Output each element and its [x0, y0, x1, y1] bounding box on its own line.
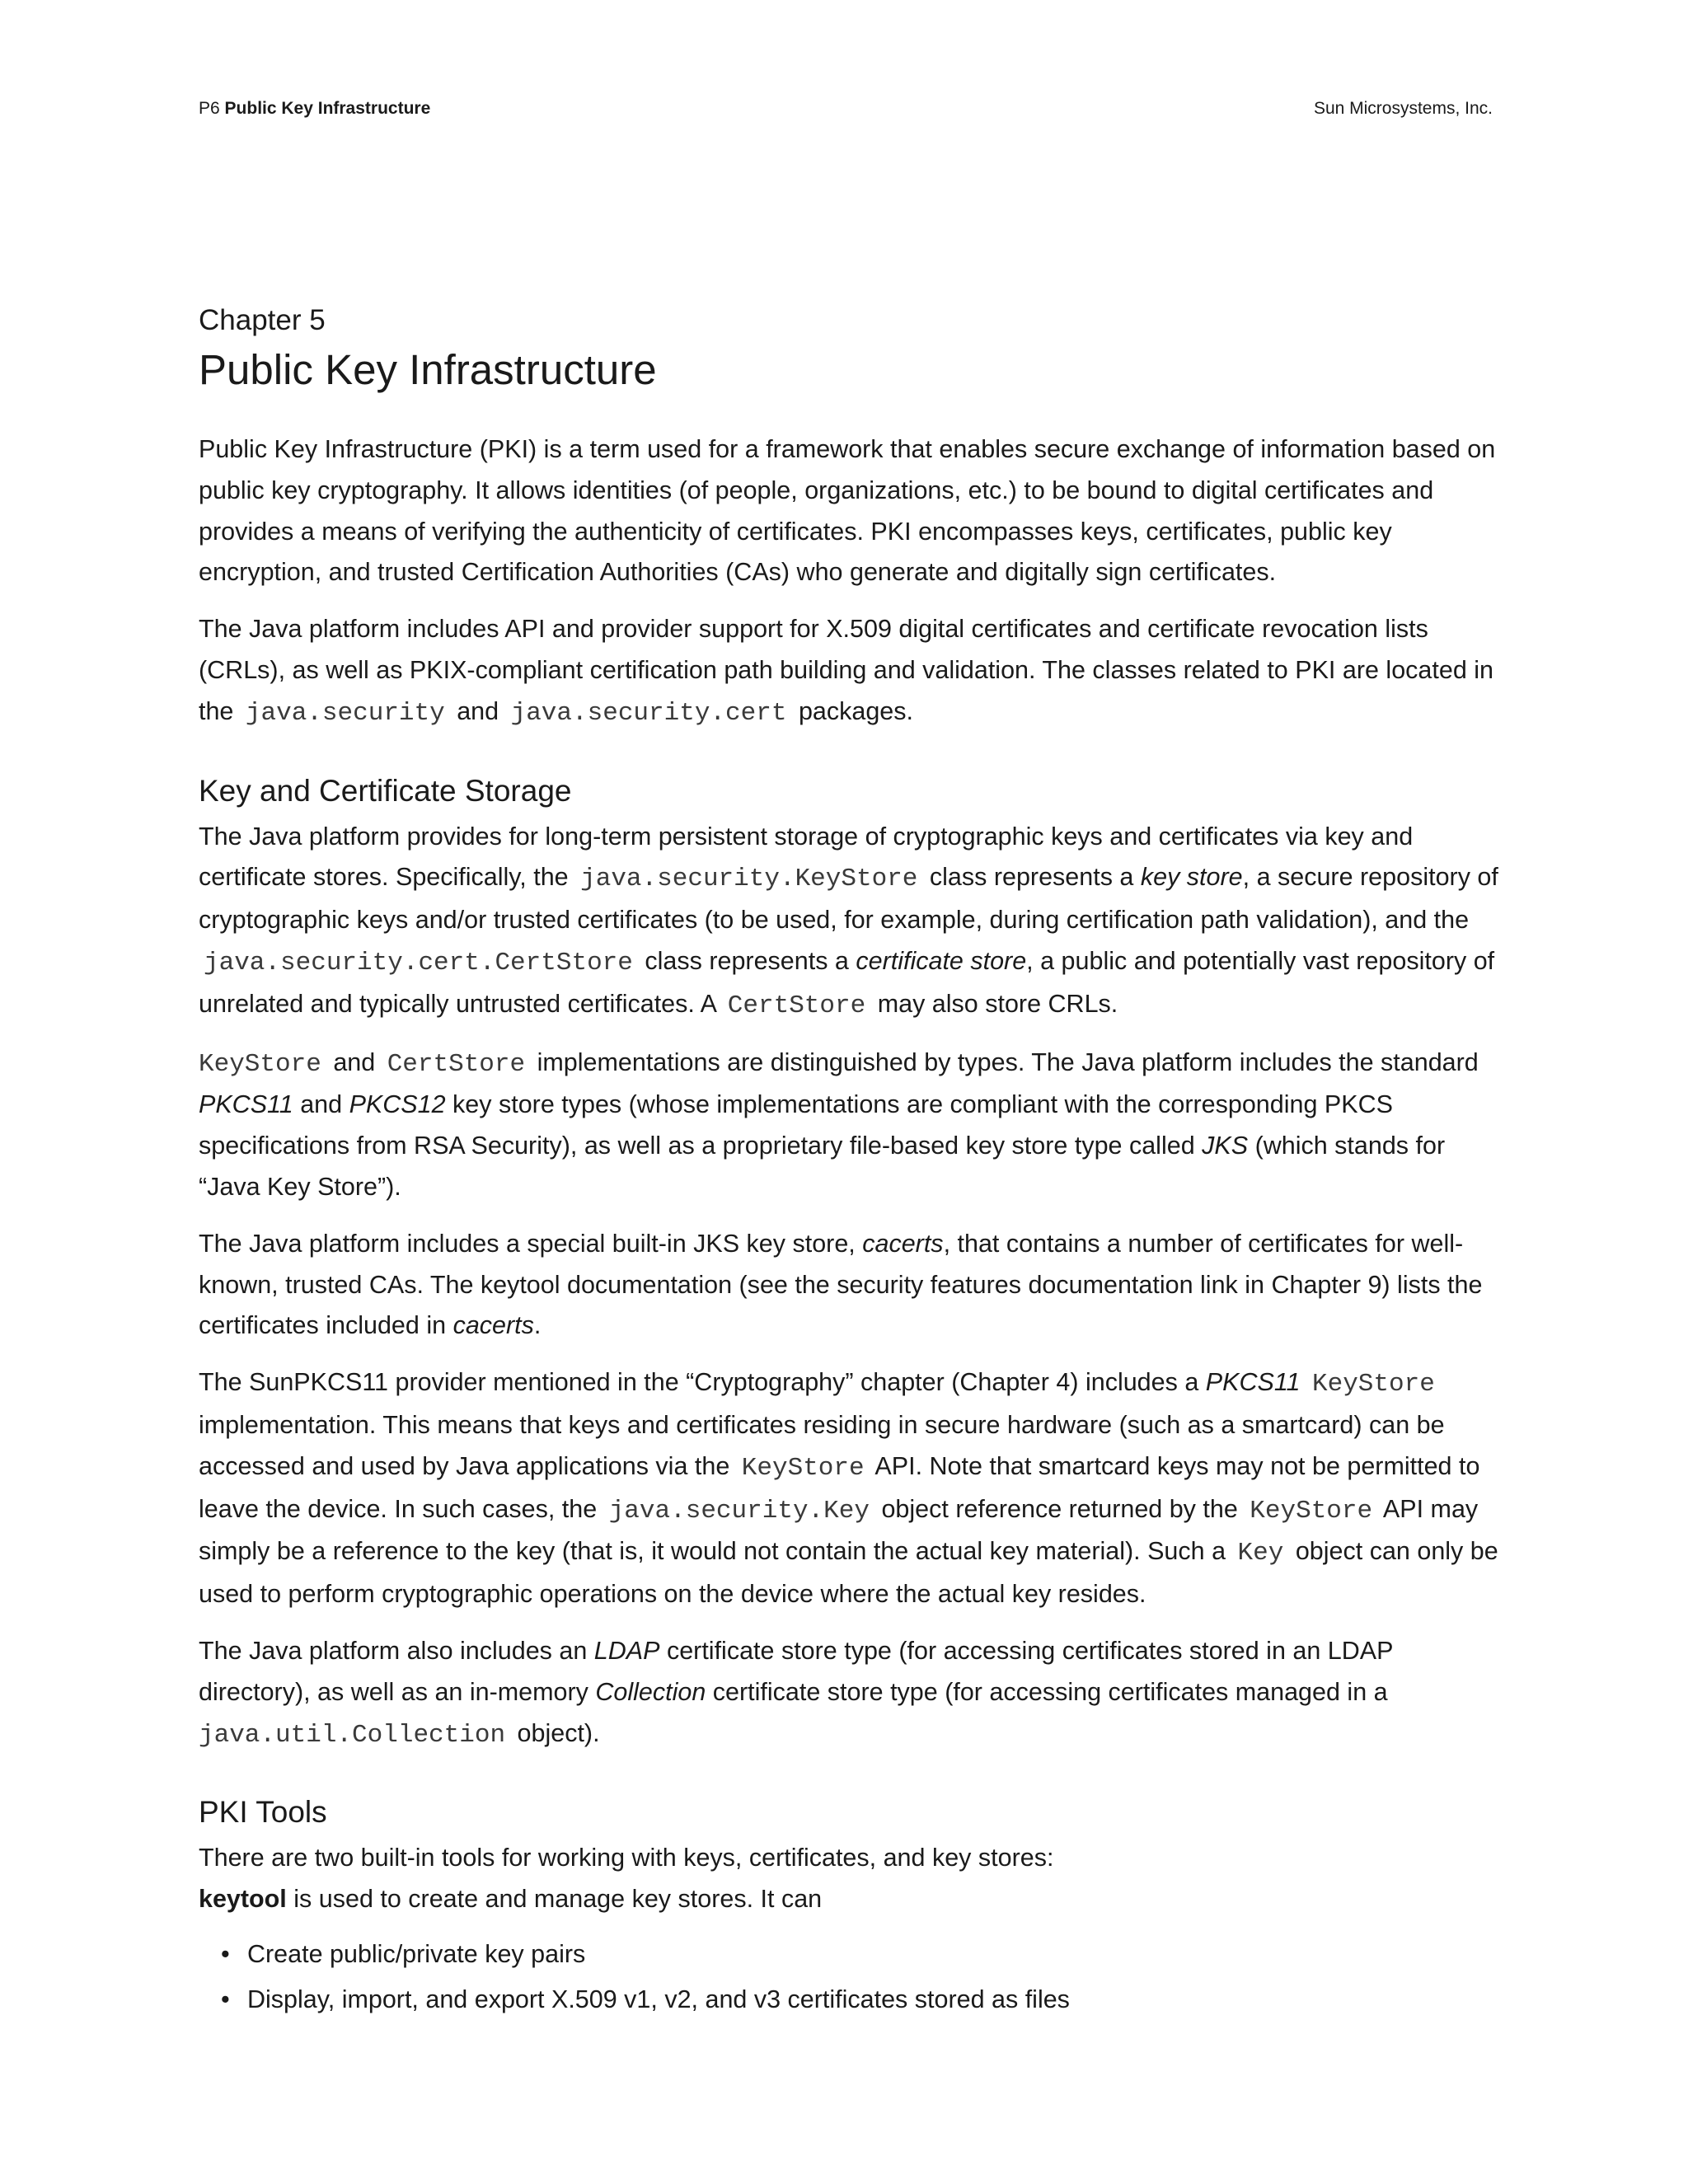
text-run: certificate store type (for accessing certificates managed in a	[712, 1677, 1388, 1706]
term-pkcs11: PKCS11	[199, 1090, 293, 1119]
text-run: (which stands for “Java Key Store”).	[199, 1132, 1446, 1201]
storage-paragraph-5	[199, 1631, 1501, 1755]
term-ldap: LDAP	[593, 1636, 660, 1665]
text-run: may also store CRLs.	[877, 989, 1118, 1018]
text-run: The Java platform provides for long-term persistent storage of cryptographic keys and certificates via key and certificate stores. Specifically, the	[199, 822, 1414, 892]
text-run: class represents a	[929, 863, 1134, 892]
chapter-label: Chapter 5	[199, 304, 326, 336]
term-certificate-store: certificate store	[856, 946, 1027, 975]
text-run: The Java platform includes API and provider support for X.509 digital certificates and certificate revocation lists (CRLs), as well as PKIX-compliant certification path building and validation. The classes related to PKI are located in the	[199, 615, 1493, 725]
code-keystore-class: java.security.KeyStore	[580, 865, 918, 894]
text-run: key store types (whose implementations are compliant with the corresponding PKCS specifications from RSA Security), as well as a proprietary file-based key store type called	[199, 1090, 1393, 1160]
code-java-security-cert: java.security.cert	[510, 698, 787, 728]
intro-paragraph-2	[199, 609, 1501, 733]
text-run: API. Note that smartcard keys may not be permitted to leave the device. In such cases, the	[199, 1451, 1480, 1523]
storage-paragraph-2	[199, 1043, 1501, 1208]
running-header	[199, 99, 1493, 127]
text-run: class represents a	[645, 946, 849, 975]
term-pkcs11: PKCS11	[1205, 1368, 1301, 1397]
list-item	[199, 1977, 1501, 2022]
tools-intro: There are two built-in tools for working with keys, certificates, and key stores:	[199, 1844, 1054, 1872]
text-run: object can only be used to perform cryptographic operations on the device where the actual key resides.	[199, 1537, 1498, 1609]
text-run: object).	[517, 1718, 600, 1747]
text-run: The Java platform includes a special built-in JKS key store,	[199, 1229, 856, 1258]
code-key: Key	[1237, 1539, 1284, 1568]
text-run: .	[533, 1311, 542, 1340]
text-run: , that contains a number of certificates for well-known, trusted CAs. The keytool documentation (see the security features documentation link in Chapter 9) lists the certificates included in	[199, 1229, 1483, 1340]
code-java-security-key: java.security.Key	[608, 1496, 870, 1526]
text-run: and	[300, 1090, 343, 1119]
keytool-description	[199, 1879, 1501, 1920]
text-run: The Java platform also includes an	[199, 1636, 588, 1665]
bullet-icon: •	[221, 1985, 230, 2013]
text-run: API may simply be a reference to the key (that is, it would not contain the actual key material). Such a	[199, 1494, 1479, 1566]
header-section-title: Public Key Infrastructure	[224, 99, 431, 118]
heading-key-certificate-storage: Key and Certificate Storage	[199, 773, 572, 808]
text-run: object reference returned by the	[881, 1494, 1238, 1523]
code-keystore: KeyStore	[1250, 1496, 1373, 1526]
list-item-text: Display, import, and export X.509 v1, v2, and v3 certificates stored as files	[247, 1985, 1070, 2013]
term-cacerts: cacerts	[862, 1229, 944, 1258]
text-run: certificate store type (for accessing certificates stored in an LDAP directory), as well as an in-memory	[199, 1636, 1393, 1706]
list-item	[199, 1932, 1501, 1977]
text-run: and	[457, 696, 499, 725]
text-run: , a public and potentially vast repository of unrelated and typically untrusted certificates. A	[199, 946, 1495, 1018]
chapter-title: Public Key Infrastructure	[199, 346, 657, 393]
code-certstore-class: java.security.cert.CertStore	[204, 948, 633, 977]
header-publisher: Sun Microsystems, Inc.	[1313, 99, 1493, 118]
text-run: is used to create and manage key stores. It can	[293, 1885, 823, 1914]
code-keystore: KeyStore	[199, 1049, 321, 1079]
page-content	[199, 301, 1501, 2022]
keytool-name: keytool	[199, 1885, 287, 1914]
storage-paragraph-3	[199, 1224, 1501, 1347]
text-run: implementations are distinguished by types. The Java platform includes the standard	[537, 1047, 1479, 1076]
keytool-capabilities-list	[199, 1932, 1501, 2022]
term-key-store: key store	[1140, 863, 1243, 892]
storage-paragraph-4	[199, 1362, 1501, 1615]
term-cacerts: cacerts	[452, 1311, 534, 1340]
code-certstore: CertStore	[727, 991, 866, 1020]
term-pkcs12: PKCS12	[349, 1090, 446, 1119]
list-item-text: Create public/private key pairs	[247, 1939, 586, 1968]
bullet-icon: •	[221, 1939, 230, 1968]
heading-pki-tools: PKI Tools	[199, 1795, 327, 1830]
code-java-util-collection: java.util.Collection	[199, 1720, 506, 1750]
header-page-number: P6	[199, 99, 220, 118]
storage-paragraph-1	[199, 817, 1501, 1027]
text-run: and	[333, 1047, 376, 1076]
code-keystore: KeyStore	[1312, 1370, 1435, 1399]
code-certstore: CertStore	[387, 1049, 526, 1079]
text-run: , a secure repository of cryptographic keys and/or trusted certificates (to be used, for example, during certification path validation), and the	[199, 863, 1498, 935]
intro-paragraph-1: Public Key Infrastructure (PKI) is a term used for a framework that enables secure exchange of information based on public key cryptography. It allows identities (of people, organizations, etc.) to be bound to digital certificates and provides a means of verifying the authenticity of certificates. PKI encompasses keys, certificates, public key encryption, and trusted Certification Authorities (CAs) who generate and digitally sign certificates.	[199, 435, 1496, 587]
code-java-security: java.security	[245, 698, 445, 728]
code-keystore: KeyStore	[741, 1453, 865, 1483]
term-collection: Collection	[595, 1677, 706, 1706]
text-run: implementation. This means that keys and certificates residing in secure hardware (such as a smartcard) can be accessed and used by Java applications via the	[199, 1410, 1445, 1480]
term-jks: JKS	[1202, 1132, 1249, 1160]
text-run: The SunPKCS11 provider mentioned in the “Cryptography” chapter (Chapter 4) includes a	[199, 1368, 1199, 1397]
text-run: packages.	[798, 696, 913, 725]
header-left	[199, 99, 430, 119]
